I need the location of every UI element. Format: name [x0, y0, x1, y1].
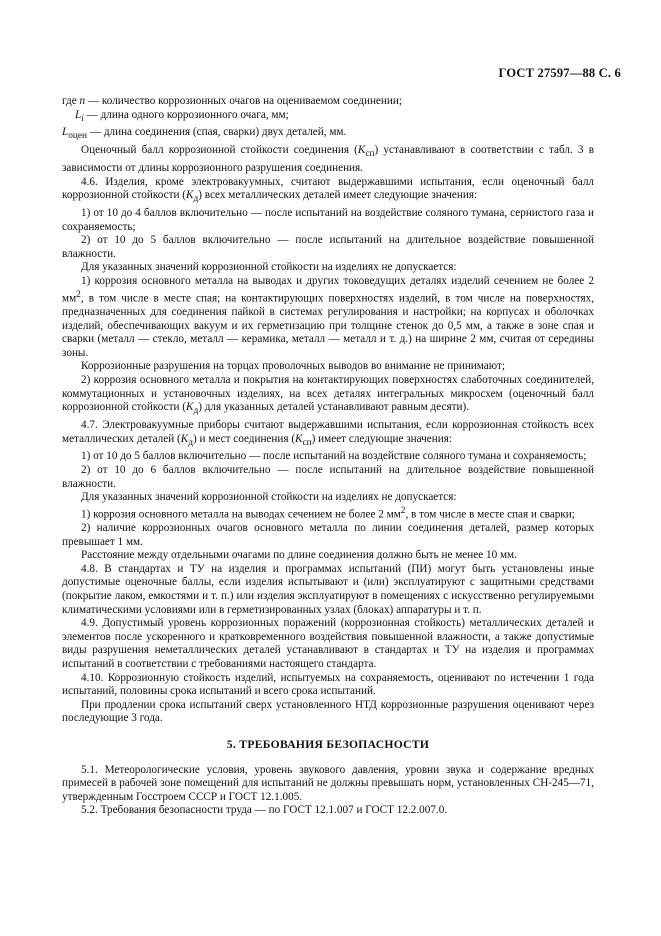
paragraph: 4.7. Электровакуумные приборы считают выдержавшими испытания, если коррозионная стойкость всех металлических деталей $(K_д)$ и мест соединения $(K_{сп})$ имеет следующие значения: — [62, 418, 594, 448]
paragraph: Для указанных значений коррозионной стойкости на изделиях не допускается: — [81, 261, 457, 274]
paragraph: 1) коррозия основного металла на выводах и других токоведущих деталях изделий сечением не более 2 $мм^2$, в том числе в месте спая; на контактирующих поверхностях изделий, в том числе на поверхностях, предназначенных для соединения пайкой в системах регулирования и настройки; на корпусах и оболочках изделий, обеспечивающих вакуум и их герметизацию при толщине стенок до 0,5 мм, а также в зоне спая и сварки (металл — стекло, металл — керамика, металл — металл и т. д.) на ширине 2 мм, считая от середины зоны. — [62, 275, 594, 359]
paragraph: При продлении срока испытаний сверх установленного НТД коррозионные разрушения оценивают через последующие 3 года. — [62, 698, 594, 725]
page-header: ГОСТ 27597—88 С. 6 — [498, 66, 621, 80]
paragraph: Коррозионные разрушения на торцах проволочных выводов во внимание не принимают; — [81, 360, 505, 373]
paragraph: $L_i$ — длина одного коррозионного очага, мм; — [75, 108, 289, 124]
paragraph: 4.9. Допустимый уровень коррозионных поражений (коррозионная стойкость) металлических деталей и элементов после ускоренного и кратковременного воздействия повышенной влажности, а также допустимые виды разрушения неметаллических деталей устанавливают в стандартах и ТУ на изделия и программах испытаний в соответствии с требованиями настоящего стандарта. — [62, 617, 594, 671]
paragraph: Оценочный балл коррозионной стойкости соединения $(K_{сп})$ устанавливают в соответствии с табл. 3 в зависимости от длины коррозионного разрушения соединения. — [62, 144, 594, 175]
paragraph: 4.6. Изделия, кроме электровакуумных, считают выдержавшими испытания, если оценочный балл коррозионной стойкости $(K_д)$ всех металлических деталей имеет следующие значения: — [62, 175, 594, 205]
paragraph: где n — количество коррозионных очагов на оцениваемом соединении; — [62, 95, 402, 107]
paragraph: $L_{оцен}$ — длина соединения (спая, сварки) двух деталей, мм. — [62, 126, 347, 142]
paragraph: 1) коррозия основного металла на выводах сечением не более 2 $мм^2$, в том числе в месте спая и сварки; — [81, 505, 575, 521]
paragraph: Для указанных значений коррозионной стойкости на изделиях не допускается: — [81, 491, 457, 504]
paragraph: 4.8. В стандартах и ТУ на изделия и программах испытаний (ПИ) могут быть установлены иные допустимые оценочные баллы, если изделия испытывают и (или) эксплуатируют с защитными средствами (покрытие лаком, емкостями и т. п.) или изделия эксплуатируют в помещениях с искусственно регулируемыми климатическими условиями или в герметизированных узлах (блоках) аппаратуры и т. п. — [62, 562, 594, 616]
paragraph: 2) наличие коррозионных очагов основного металла по линии соединения деталей, размер которых превышает 1 мм. — [62, 522, 594, 548]
paragraph: 4.10. Коррозионную стойкость изделий, испытуемых на сохраняемость, оценивают по истечении 1 года испытаний, половины срока испытаний и всего срока испытаний. — [62, 671, 594, 698]
paragraph: 2) коррозия основного металла и покрытия на контактирующих поверхностях слаботочных соединителей, коммутационных и установочных изделиях, на всех деталях интегральных микросхем (оценочный балл коррозионной стойкости $(K_д)$ для указанных деталей устанавливают равным десяти). — [62, 373, 594, 417]
document-body — [62, 95, 594, 818]
paragraph: 1) от 10 до 5 баллов включительно — после испытаний на воздействие соляного тумана и сохраняемость; — [81, 450, 587, 463]
paragraph: 2) от 10 до 6 баллов включительно — после испытаний на длительное воздействие повышенной влажности. — [62, 463, 594, 490]
paragraph: 2) от 10 до 5 баллов включительно — после испытаний на длительное воздействие повышенной влажности. — [62, 234, 594, 260]
paragraph: Расстояние между отдельными очагами по длине соединения должно быть не менее 10 мм. — [81, 549, 517, 562]
paragraph: 1) от 10 до 4 баллов включительно — после испытаний на воздействие соляного тумана, сернистого газа и сохраняемость; — [62, 207, 594, 233]
paragraph: 5.2. Требования безопасности труда — по ГОСТ 12.1.007 и ГОСТ 12.2.007.0. — [81, 804, 448, 817]
paragraph: 5.1. Метеорологические условия, уровень звукового давления, уровни звука и содержание вредных примесей в рабочей зоне помещений для испытаний не должны превышать норм, установленных СН-245—71, утвержденным Госстроем СССР и ГОСТ 12.1.005. — [62, 763, 594, 803]
section-heading: 5. ТРЕБОВАНИЯ БЕЗОПАСНОСТИ — [226, 738, 430, 751]
